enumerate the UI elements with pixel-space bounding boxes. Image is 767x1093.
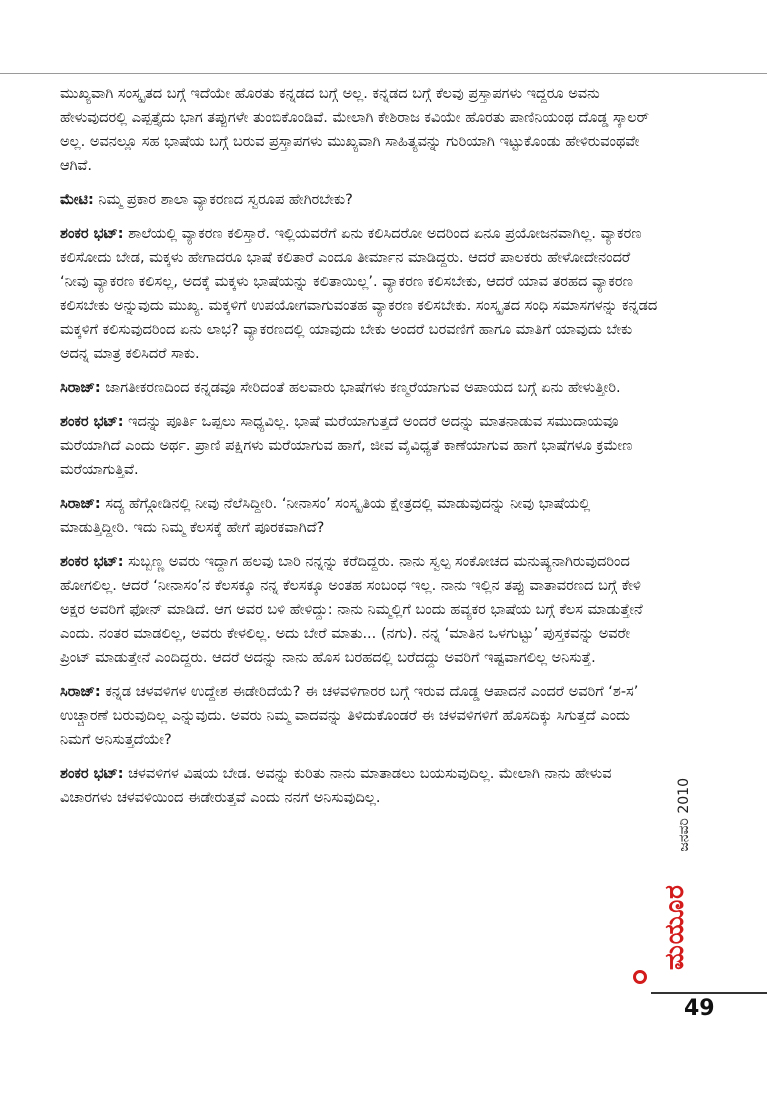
circle-bullet-icon bbox=[633, 970, 647, 984]
header-divider bbox=[0, 73, 767, 74]
article-body bbox=[60, 82, 660, 820]
speaker-label: ಶಂಕರ ಭಟ್: bbox=[60, 414, 124, 430]
speaker-label: ಸಿರಾಜ್: bbox=[60, 496, 101, 512]
speaker-label: ಮೇಟಿ: bbox=[60, 192, 94, 208]
paragraph-text: ಜಾಗತೀಕರಣದಿಂದ ಕನ್ನಡವೂ ಸೇರಿದಂತೆ ಹಲವಾರು ಭಾಷೆಗಳು ಕಣ್ಮರೆಯಾಗುವ ಅಪಾಯದ ಬಗ್ಗೆ ಏನು ಹೇಳುತ್ತೀರಿ. bbox=[100, 380, 621, 396]
paragraph bbox=[60, 492, 660, 540]
speaker-label: ಸಿರಾಜ್: bbox=[60, 380, 101, 396]
paragraph-text: ಇದನ್ನು ಪೂರ್ತಿ ಒಪ್ಪಲು ಸಾಧ್ಯವಿಲ್ಲ. ಭಾಷೆ ಮರೆಯಾಗುತ್ತದೆ ಅಂದರೆ ಅದನ್ನು ಮಾತನಾಡುವ ಸಮುದಾಯವೂ ಮರೆಯಾಗಿದೆ ಎಂದು ಅರ್ಥ. ಪ್ರಾಣಿ ಪಕ್ಷಿಗಳು ಮರೆಯಾಗುವ ಹಾಗೆ, ಜೀವ ವೈವಿಧ್ಯತೆ ಕಾಣೆಯಾಗುವ ಹಾಗೆ ಭಾಷೆಗಳೂ ಕ್ರಮೇಣ ಮರೆಯಾಗುತ್ತಿವೆ. bbox=[60, 414, 633, 478]
speaker-label: ಶಂಕರ ಭಟ್: bbox=[60, 766, 124, 782]
paragraph bbox=[60, 762, 660, 810]
footer-divider bbox=[651, 992, 767, 994]
speaker-label: ಶಂಕರ ಭಟ್: bbox=[60, 554, 124, 570]
paragraph-text: ಚಳವಳಿಗಳ ವಿಷಯ ಬೇಡ. ಅವನ್ನು ಕುರಿತು ನಾನು ಮಾತಾಡಲು ಬಯಸುವುದಿಲ್ಲ. ಮೇಲಾಗಿ ನಾನು ಹೇಳುವ ವಿಚಾರಗಳು ಚಳವಳಿಯಿಂದ ಈಡೇರುತ್ತವೆ ಎಂದು ನನಗೆ ಅನಿಸುವುದಿಲ್ಲ. bbox=[60, 766, 612, 806]
paragraph-text: ಸುಬ್ಬಣ್ಣ ಅವರು ಇದ್ದಾಗ ಹಲವು ಬಾರಿ ನನ್ನನ್ನು ಕರೆದಿದ್ದರು. ನಾನು ಸ್ವಲ್ಪ ಸಂಕೋಚದ ಮನುಷ್ಯನಾಗಿರುವುದರಿಂದ ಹೋಗಲಿಲ್ಲ. ಆದರೆ ‘ನೀನಾಸಂ’ನ ಕೆಲಸಕ್ಕೂ ನನ್ನ ಕೆಲಸಕ್ಕೂ ಅಂತಹ ಸಂಬಂಧ ಇಲ್ಲ. ನಾನು ಇಲ್ಲಿನ ತಪ್ಪು ವಾತಾವರಣದ ಬಗ್ಗೆ ಕೇಳಿ ಅಕ್ಷರ ಅವರಿಗೆ ಫೋನ್ ಮಾಡಿದೆ. ಆಗ ಅವರ ಬಳಿ ಹೇಳಿದ್ದು: ನಾನು ನಿಮ್ಮಲ್ಲಿಗೆ ಬಂದು ಹವ್ಯಕರ ಭಾಷೆಯ ಬಗ್ಗೆ ಕೆಲಸ ಮಾಡುತ್ತೇನೆ ಎಂದು. ನಂತರ ಮಾಡಲಿಲ್ಲ, ಅವರು ಕೇಳಲಿಲ್ಲ. ಅದು ಬೇರೆ ಮಾತು... (ನಗು). ನನ್ನ ‘ಮಾತಿನ ಒಳಗುಟ್ಟು’ ಪುಸ್ತಕವನ್ನು ಅವರೇ ಪ್ರಿಂಟ್ ಮಾಡುತ್ತೇನೆ ಎಂದಿದ್ದರು. ಆದರೆ ಅದನ್ನು ನಾನು ಹೊಸ ಬರಹದಲ್ಲಿ ಬರೆದದ್ದು ಅವರಿಗೆ ಇಷ್ಟವಾಗಲಿಲ್ಲ ಅನಿಸುತ್ತೆ. bbox=[60, 554, 643, 666]
paragraph-text: ಕನ್ನಡ ಚಳವಳಿಗಳ ಉದ್ದೇಶ ಈಡೇರಿದೆಯೆ? ಈ ಚಳವಳಿಗಾರರ ಬಗ್ಗೆ ಇರುವ ದೊಡ್ಡ ಆಪಾದನೆ ಎಂದರೆ ಅವರಿಗೆ ‘ಶ-ಸ’ ಉಚ್ಚಾರಣೆ ಬರುವುದಿಲ್ಲ ಎನ್ನುವುದು. ಅವರು ನಿಮ್ಮ ವಾದವನ್ನು ತಿಳಿದುಕೊಂಡರೆ ಈ ಚಳವಳಿಗಳಿಗೆ ಹೊಸದಿಕ್ಕು ಸಿಗುತ್ತದೆ ಎಂದು ನಿಮಗೆ ಅನಿಸುತ್ತದೆಯೇ? bbox=[60, 684, 639, 748]
paragraph bbox=[60, 82, 660, 178]
speaker-label: ಸಿರಾಜ್: bbox=[60, 684, 101, 700]
paragraph bbox=[60, 376, 660, 400]
paragraph bbox=[60, 222, 660, 366]
paragraph bbox=[60, 680, 660, 752]
paragraph-text: ಸದ್ಯ ಹೆಗ್ಗೋಡಿನಲ್ಲಿ ನೀವು ನೆಲೆಸಿದ್ದೀರಿ. ‘ನೀನಾಸಂ’ ಸಂಸ್ಕೃತಿಯ ಕ್ಷೇತ್ರದಲ್ಲಿ ಮಾಡುವುದನ್ನು ನೀವು ಭಾಷೆಯಲ್ಲಿ ಮಾಡುತ್ತಿದ್ದೀರಿ. ಇದು ನಿಮ್ಮ ಕೆಲಸಕ್ಕೆ ಹೇಗೆ ಪೂರಕವಾಗಿದೆ? bbox=[60, 496, 591, 536]
page-number: 49 bbox=[684, 996, 715, 1021]
issue-date: ಜನವರಿ 2010 bbox=[676, 778, 692, 852]
paragraph bbox=[60, 550, 660, 670]
paragraph-text: ಶಾಲೆಯಲ್ಲಿ ವ್ಯಾಕರಣ ಕಲಿಸ್ತಾರೆ. ಇಲ್ಲಿಯವರೆಗೆ ಏನು ಕಲಿಸಿದರೋ ಅದರಿಂದ ಏನೂ ಪ್ರಯೋಜನವಾಗಿಲ್ಲ. ವ್ಯಾಕರಣ ಕಲಿಸೋದು ಬೇಡ, ಮಕ್ಕಳು ಹೇಗಾದರೂ ಭಾಷೆ ಕಲಿತಾರೆ ಎಂದೂ ತೀರ್ಮಾನ ಮಾಡಿದ್ದರು. ಆದರೆ ಪಾಲಕರು ಹೇಳೋದೇನಂದರೆ ‘ನೀವು ವ್ಯಾಕರಣ ಕಲಿಸಲ್ಲ, ಅದಕ್ಕೆ ಮಕ್ಕಳು ಭಾಷೆಯನ್ನು ಕಲಿತಾಯಿಲ್ಲ’. ವ್ಯಾಕರಣ ಕಲಿಸಬೇಕು, ಆದರೆ ಯಾವ ತರಹದ ವ್ಯಾಕರಣ ಕಲಿಸಬೇಕು ಅನ್ನುವುದು ಮುಖ್ಯ. ಮಕ್ಕಳಿಗೆ ಉಪಯೋಗವಾಗುವಂತಹ ವ್ಯಾಕರಣ ಕಲಿಸಬೇಕು. ಸಂಸ್ಕೃತದ ಸಂಧಿ ಸಮಾಸಗಳನ್ನು ಕನ್ನಡದ ಮಕ್ಕಳಿಗೆ ಕಲಿಸುವುದರಿಂದ ಏನು ಲಾಭ? ವ್ಯಾಕರಣದಲ್ಲಿ ಯಾವುದು ಬೇಕು ಅಂದರೆ ಬರವಣಿಗೆ ಹಾಗೂ ಮಾತಿಗೆ ಯಾವುದು ಬೇಕು ಅದನ್ನ ಮಾತ್ರ ಕಲಿಸಿದರೆ ಸಾಕು. bbox=[60, 226, 658, 362]
paragraph bbox=[60, 188, 660, 212]
paragraph-text: ಮುಖ್ಯವಾಗಿ ಸಂಸ್ಕೃತದ ಬಗ್ಗೆ ಇದೆಯೇ ಹೊರತು ಕನ್ನಡದ ಬಗ್ಗೆ ಅಲ್ಲ. ಕನ್ನಡದ ಬಗ್ಗೆ ಕೆಲವು ಪ್ರಸ್ತಾಪಗಳು ಇದ್ದರೂ ಅವನು ಹೇಳುವುದರಲ್ಲಿ ಎಪ್ಪತ್ತೈದು ಭಾಗ ತಪ್ಪುಗಳೇ ತುಂಬಿಕೊಂಡಿವೆ. ಮೇಲಾಗಿ ಕೇಶಿರಾಜ ಕವಿಯೇ ಹೊರತು ಪಾಣಿನಿಯಂಥ ದೊಡ್ಡ ಸ್ಕಾಲರ್ ಅಲ್ಲ. ಅವನಲ್ಲೂ ಸಹ ಭಾಷೆಯ ಬಗ್ಗೆ ಬರುವ ಪ್ರಸ್ತಾಪಗಳು ಮುಖ್ಯವಾಗಿ ಸಾಹಿತ್ಯವನ್ನು ಗುರಿಯಾಗಿ ಇಟ್ಟುಕೊಂಡು ಹೇಳಿರುವಂಥವೇ ಆಗಿವೆ. bbox=[60, 86, 649, 174]
speaker-label: ಶಂಕರ ಭಟ್: bbox=[60, 226, 124, 242]
paragraph bbox=[60, 410, 660, 482]
magazine-logo: ಮಯೂರ bbox=[660, 884, 690, 970]
paragraph-text: ನಿಮ್ಮ ಪ್ರಕಾರ ಶಾಲಾ ವ್ಯಾಕರಣದ ಸ್ವರೂಪ ಹೇಗಿರಬೇಕು? bbox=[93, 192, 353, 208]
